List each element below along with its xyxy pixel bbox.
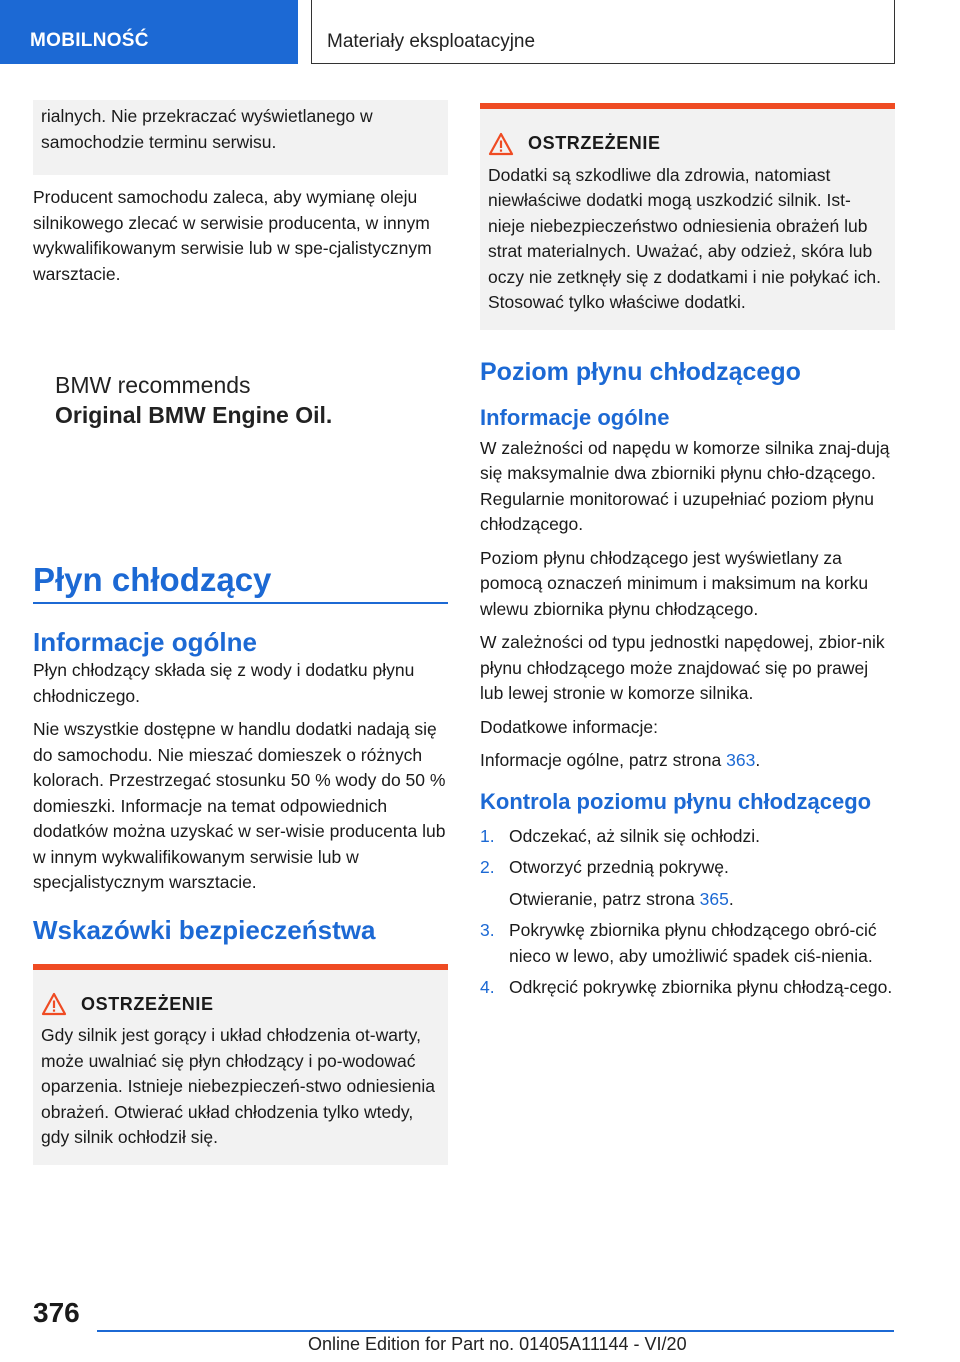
section-tab	[0, 0, 298, 64]
paragraph: Płyn chłodzący składa się z wody i dodatku płynu chłodniczego.	[33, 660, 415, 706]
step-number: 3.	[480, 920, 495, 940]
logo-line1: BMW recommends	[55, 372, 251, 398]
steps-list	[480, 824, 895, 1001]
continued-note	[33, 100, 448, 175]
warning-triangle-icon	[488, 132, 514, 156]
section-heading: Płyn chłodzący	[33, 560, 448, 604]
step-number: 4.	[480, 977, 495, 997]
step-text: Odkręcić pokrywkę zbiornika płynu chłodzą-cego.	[509, 977, 893, 997]
paragraph: Poziom płynu chłodzącego jest wyświetlany za pomocą oznaczeń minimum i maksimum na korku wlewu zbiornika płynu chłodzącego.	[480, 547, 869, 619]
continued-text: rialnych. Nie przekraczać wyświetlanego w samochodzie terminu serwisu.	[41, 106, 373, 152]
step-number: 1.	[480, 825, 495, 846]
page-link-365[interactable]: 365	[699, 888, 729, 909]
list-item	[480, 824, 895, 850]
subheading: Wskazówki bezpieczeństwa	[33, 914, 376, 945]
list-item	[480, 855, 895, 912]
step-text	[509, 855, 734, 912]
warning-text: Dodatki są szkodliwe dla zdrowia, natomiast niewłaściwe dodatki mogą uszkodzić silnik. Ist-nieje niebezpieczeństwo odniesienia obrażeń lub strat materialnych. Uważać, aby odzież, skóra lub oczy nie zetknęły się z dodatkami i nie połykać ich. Stosować tylko właściwe dodatki.	[488, 164, 881, 312]
warning-triangle-icon	[41, 992, 67, 1016]
page-link-363[interactable]: 363	[726, 750, 756, 770]
list-item	[480, 975, 895, 1001]
paragraph: Dodatkowe informacje:	[480, 716, 658, 737]
paragraph: W zależności od napędu w komorze silnika znaj-dują się maksymalnie dwa zbiorniki płynu chło-dzącego. Regularnie monitorować i uzupełniać poziom płynu chłodzącego.	[480, 437, 890, 534]
step-text: Pokrywkę zbiornika płynu chłodzącego obró-cić nieco w lewo, aby umożliwić spadek ciś-nienia.	[509, 920, 877, 966]
section-title: MOBILNOŚĆ	[30, 30, 149, 51]
step-text: Odczekać, aż silnik się ochłodzi.	[509, 825, 760, 846]
right-column	[480, 103, 895, 1007]
step-number: 2.	[480, 857, 495, 877]
subheading: Informacje ogólne	[480, 404, 670, 430]
chapter-header	[311, 0, 895, 64]
subheading: Kontrola poziomu płynu chłodzącego	[480, 788, 872, 814]
footer-edition: Online Edition for Part no. 01405A11144 - VI/20	[308, 1334, 687, 1354]
step-sub	[509, 887, 734, 913]
paragraph-with-link	[480, 748, 895, 774]
ref-end: .	[755, 750, 761, 770]
bmw-oil-logo	[55, 370, 375, 430]
step-text-main: Otworzyć przednią pokrywę.	[509, 857, 729, 877]
paragraph: Nie wszystkie dostępne w handlu dodatki nadają się do samochodu. Nie mieszać domieszek o różnych kolorach. Przestrzegać stosunku 50 % wody do 50 % domieszki. Informacje na temat odpowiednich dodatków można uzyskać w ser-wisie producenta lub w innym wykwalifikowanym serwisie lub w specjalistycznym warsztacie.	[33, 719, 446, 892]
ref-text: Informacje ogólne, patrz strona	[480, 750, 727, 770]
warning-text: Gdy silnik jest gorący i układ chłodzenia ot-warty, może uwalniać się płyn chłodzący i po-wodować oparzenia. Istnieje niebezpieczeń-stwo odniesienia obrażeń. Otwierać układ chłodzenia tylko wtedy, gdy silnik ochłodził się.	[41, 1025, 435, 1147]
left-column	[33, 100, 448, 295]
paragraph: Producent samochodu zaleca, aby wymianę oleju silnikowego zlecać w serwisie producenta, w innym wykwalifikowanym serwisie lub w spe-cjalistycznym warsztacie.	[33, 187, 432, 284]
logo-line2: Original BMW Engine Oil.	[55, 402, 333, 428]
warning-title: OSTRZEŻENIE	[81, 993, 214, 1014]
paragraph: W zależności od typu jednostki napędowej, zbior-nik płynu chłodzącego może znajdować się po prawej lub lewej stronie w komorze silnika.	[480, 632, 885, 703]
left-column-lower	[33, 560, 448, 1165]
footer-divider	[97, 1330, 894, 1332]
subheading: Informacje ogólne	[33, 627, 257, 657]
ref-text: Otwieranie, patrz strona	[509, 888, 700, 909]
ref-end: .	[728, 888, 734, 909]
list-item	[480, 918, 895, 969]
chapter-title: Materiały eksploatacyjne	[327, 31, 536, 52]
warning-box	[480, 103, 895, 330]
section-heading: Poziom płynu chłodzącego	[480, 357, 801, 386]
page-number: 376	[33, 1297, 80, 1328]
warning-box	[33, 964, 448, 1165]
warning-title: OSTRZEŻENIE	[528, 133, 661, 153]
